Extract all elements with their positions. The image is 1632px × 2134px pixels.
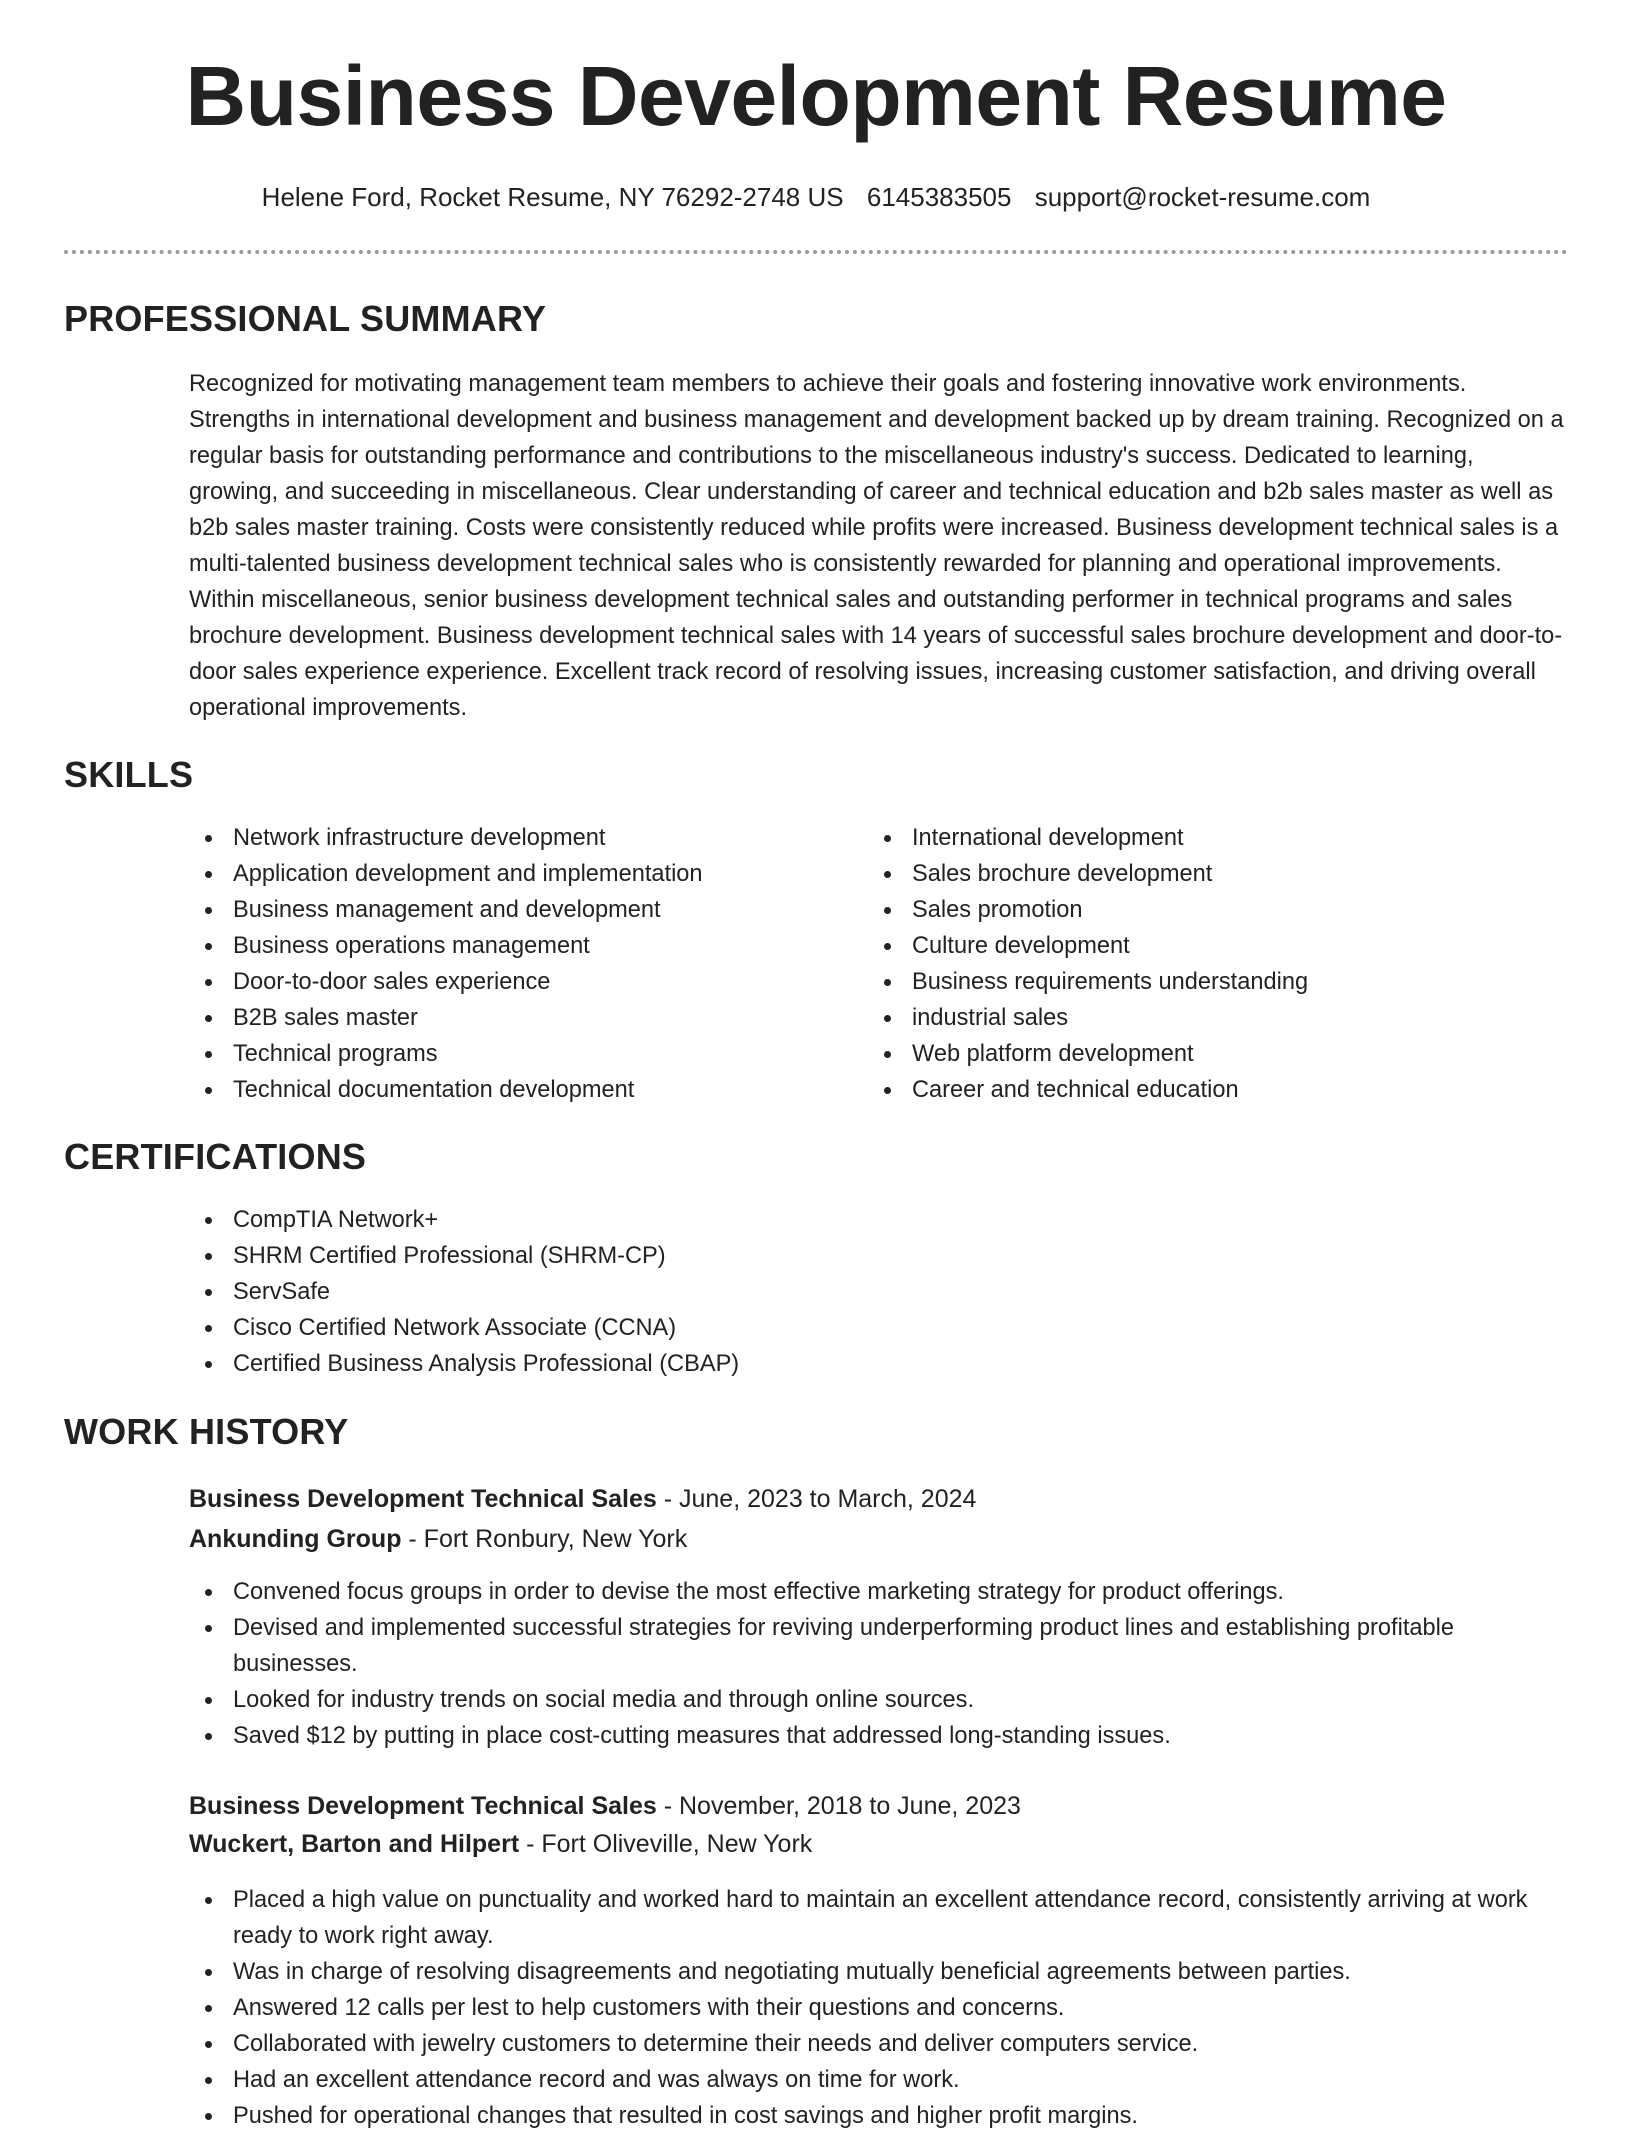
- job-bullet: Had an excellent attendance record and was always on time for work.: [189, 2062, 1569, 2098]
- skill-item: Business management and development: [189, 892, 869, 928]
- skill-item: Business operations management: [189, 928, 869, 964]
- job-title-line: [189, 1481, 976, 1517]
- job-bullets: [189, 1882, 1569, 2134]
- skill-item: Application development and implementation: [189, 856, 869, 892]
- skill-item: International development: [868, 820, 1548, 856]
- job-bullet: Was in charge of resolving disagreements and negotiating mutually beneficial agreements between parties.: [189, 1954, 1569, 1990]
- skill-item: Technical documentation development: [189, 1072, 869, 1108]
- job-location: - Fort Oliveville, New York: [519, 1830, 813, 1858]
- work-history-heading: WORK HISTORY: [64, 1411, 349, 1452]
- job-bullet: Pushed for operational changes that resulted in cost savings and higher profit margins.: [189, 2098, 1569, 2134]
- job-bullet: Collaborated with jewelry customers to determine their needs and deliver computers service.: [189, 2026, 1569, 2062]
- skill-item: Sales promotion: [868, 892, 1548, 928]
- certification-item: ServSafe: [189, 1274, 1089, 1310]
- contact-address: Helene Ford, Rocket Resume, NY 76292-2748 US: [261, 182, 844, 212]
- skill-item: Career and technical education: [868, 1072, 1548, 1108]
- summary-heading: PROFESSIONAL SUMMARY: [64, 298, 547, 339]
- contact-email: support@rocket-resume.com: [1034, 182, 1371, 212]
- skills-list-left: [189, 820, 869, 1108]
- skills-list-right: [868, 820, 1548, 1108]
- certification-item: CompTIA Network+: [189, 1202, 1089, 1238]
- job-dates: - November, 2018 to June, 2023: [656, 1792, 1021, 1820]
- skill-item: Sales brochure development: [868, 856, 1548, 892]
- skills-heading: SKILLS: [64, 754, 194, 795]
- skill-item: Door-to-door sales experience: [189, 964, 869, 1000]
- contact-phone: 6145383505: [866, 182, 1012, 212]
- job-bullet: Answered 12 calls per lest to help customers with their questions and concerns.: [189, 1990, 1569, 2026]
- skill-item: Technical programs: [189, 1036, 869, 1072]
- certification-item: Cisco Certified Network Associate (CCNA): [189, 1310, 1089, 1346]
- skill-item: Culture development: [868, 928, 1548, 964]
- skill-item: Web platform development: [868, 1036, 1548, 1072]
- skill-item: Business requirements understanding: [868, 964, 1548, 1000]
- summary-text: Recognized for motivating management team members to achieve their goals and fostering innovative work environments. Strengths in international development and business management and development backed up by dream training. Recognized on a regular basis for outstanding performance and contributions to the miscellaneous industry's success. Dedicated to learning, growing, and succeeding in miscellaneous. Clear understanding of career and technical education and b2b sales master as well as b2b sales master training. Costs were consistently reduced while profits were increased. Business development technical sales is a multi-talented business development technical sales who is consistently rewarded for planning and operational improvements. Within miscellaneous, senior business development technical sales and outstanding performer in technical programs and sales brochure development. Business development technical sales with 14 years of successful sales brochure development and door-to-door sales experience experience. Excellent track record of resolving issues, increasing customer satisfaction, and driving overall operational improvements.: [189, 371, 1564, 721]
- skill-item: B2B sales master: [189, 1000, 869, 1036]
- job-bullets: [189, 1574, 1569, 1754]
- job-bullet: Placed a high value on punctuality and worked hard to maintain an excellent attendance record, consistently arriving at work ready to work right away.: [189, 1882, 1569, 1954]
- header-divider: [64, 250, 1568, 254]
- job-bullet: Saved $12 by putting in place cost-cutting measures that addressed long-standing issues.: [189, 1718, 1569, 1754]
- job-bullet: Devised and implemented successful strategies for reviving underperforming product lines and establishing profitable businesses.: [189, 1610, 1569, 1682]
- job-company: Ankunding Group: [189, 1525, 402, 1553]
- job-title: Business Development Technical Sales: [189, 1485, 657, 1513]
- certifications-heading: CERTIFICATIONS: [64, 1136, 367, 1177]
- contact-line: [0, 182, 1632, 213]
- certification-item: Certified Business Analysis Professional (CBAP): [189, 1346, 1089, 1382]
- job-location: - Fort Ronbury, New York: [401, 1525, 688, 1553]
- certification-item: SHRM Certified Professional (SHRM-CP): [189, 1238, 1089, 1274]
- job-title-line: [189, 1788, 1021, 1824]
- job-company: Wuckert, Barton and Hilpert: [189, 1830, 520, 1858]
- job-bullet: Convened focus groups in order to devise the most effective marketing strategy for product offerings.: [189, 1574, 1569, 1610]
- job-title: Business Development Technical Sales: [189, 1792, 657, 1820]
- skill-item: industrial sales: [868, 1000, 1548, 1036]
- skill-item: Network infrastructure development: [189, 820, 869, 856]
- job-dates: - June, 2023 to March, 2024: [656, 1485, 977, 1513]
- job-company-line: [189, 1826, 812, 1862]
- job-company-line: [189, 1521, 687, 1557]
- resume-title: Business Development Resume: [185, 49, 1447, 143]
- job-bullet: Looked for industry trends on social media and through online sources.: [189, 1682, 1569, 1718]
- certifications-list: [189, 1202, 1089, 1382]
